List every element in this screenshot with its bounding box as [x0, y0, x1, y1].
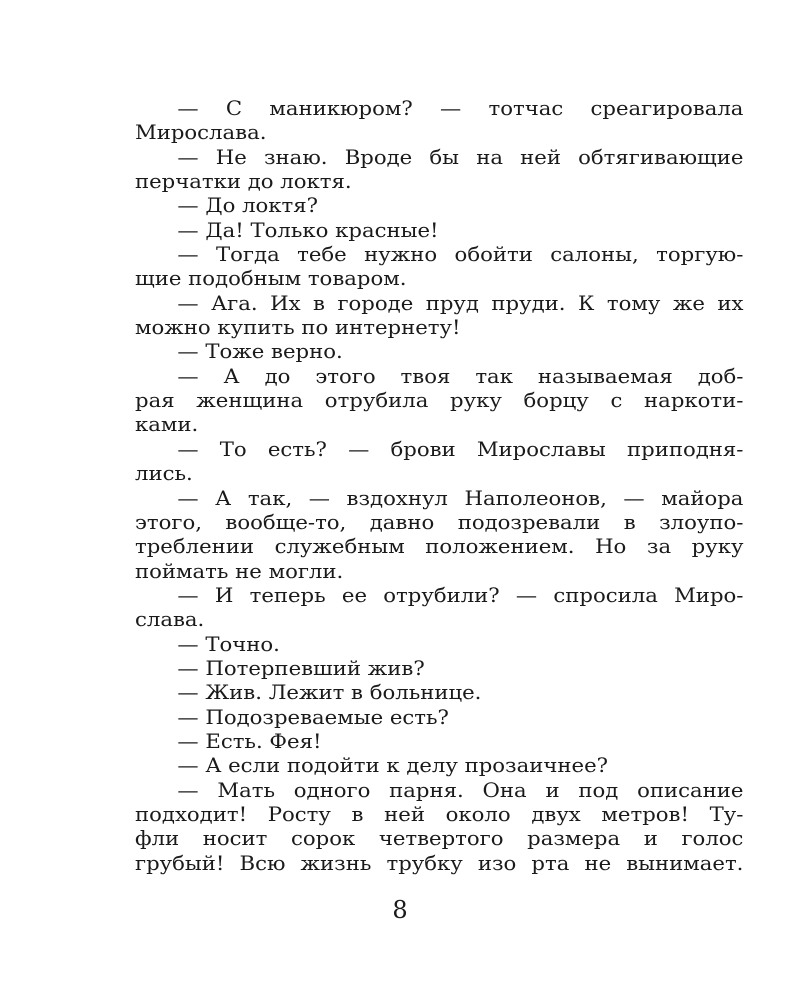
text-line: — А если подойти к делу прозаичнее?: [177, 753, 609, 778]
text-line: — Точно.: [177, 631, 280, 656]
text-line: фли носит сорок четвертого размера и голос: [135, 826, 744, 851]
text-line: — Ага. Их в городе пруд пруди. К тому же их: [177, 290, 744, 315]
text-line: подходит! Росту в ней около двух метров! Ту-: [135, 801, 744, 826]
text-line: — Тогда тебе нужно обойти салоны, торгую-: [177, 242, 744, 267]
text-line: — Потерпевший жив?: [177, 655, 425, 680]
text-line: поймать не могли.: [135, 558, 344, 583]
text-line: — И теперь ее отрубили? — спросила Миро-: [177, 582, 744, 607]
text-line: треблении служебным положением. Но за руку: [135, 534, 744, 559]
text-line: — Есть. Фея!: [177, 728, 322, 753]
text-line: — То есть? — брови Мирославы приподня-: [177, 436, 744, 461]
text-line: — Подозреваемые есть?: [177, 704, 449, 729]
text-line: рая женщина отрубила руку борцу с наркоти-: [135, 388, 744, 413]
text-line: — Тоже верно.: [177, 339, 343, 364]
text-line: — До локтя?: [177, 193, 319, 218]
text-line: перчатки до локтя.: [135, 169, 352, 194]
text-line: — Мать одного парня. Она и под описание: [177, 777, 744, 802]
text-line: — Жив. Лежит в больнице.: [177, 680, 482, 705]
text-line: этого, вообще-то, давно подозревали в злоупо-: [135, 509, 744, 534]
text-line: Мирослава.: [135, 120, 267, 145]
text-line: лись.: [135, 461, 193, 486]
text-line: слава.: [135, 607, 205, 632]
text-line: — Не знаю. Вроде бы на ней обтягивающие: [177, 144, 744, 169]
text-line: — Да! Только красные!: [177, 217, 439, 242]
text-line: щие подобным товаром.: [135, 266, 407, 291]
text-line: — А до этого твоя так называемая доб-: [177, 363, 744, 388]
text-line: ками.: [135, 412, 199, 437]
page-number: 8: [392, 896, 408, 924]
text-line: — С маникюром? — тотчас среагировала: [177, 96, 744, 120]
text-line: можно купить по интернету!: [135, 315, 461, 340]
text-line: — А так, — вздохнул Наполеонов, — майора: [177, 485, 744, 510]
text-line: грубый! Всю жизнь трубку изо рта не вынимает.: [135, 850, 744, 875]
page-body: [135, 96, 743, 875]
